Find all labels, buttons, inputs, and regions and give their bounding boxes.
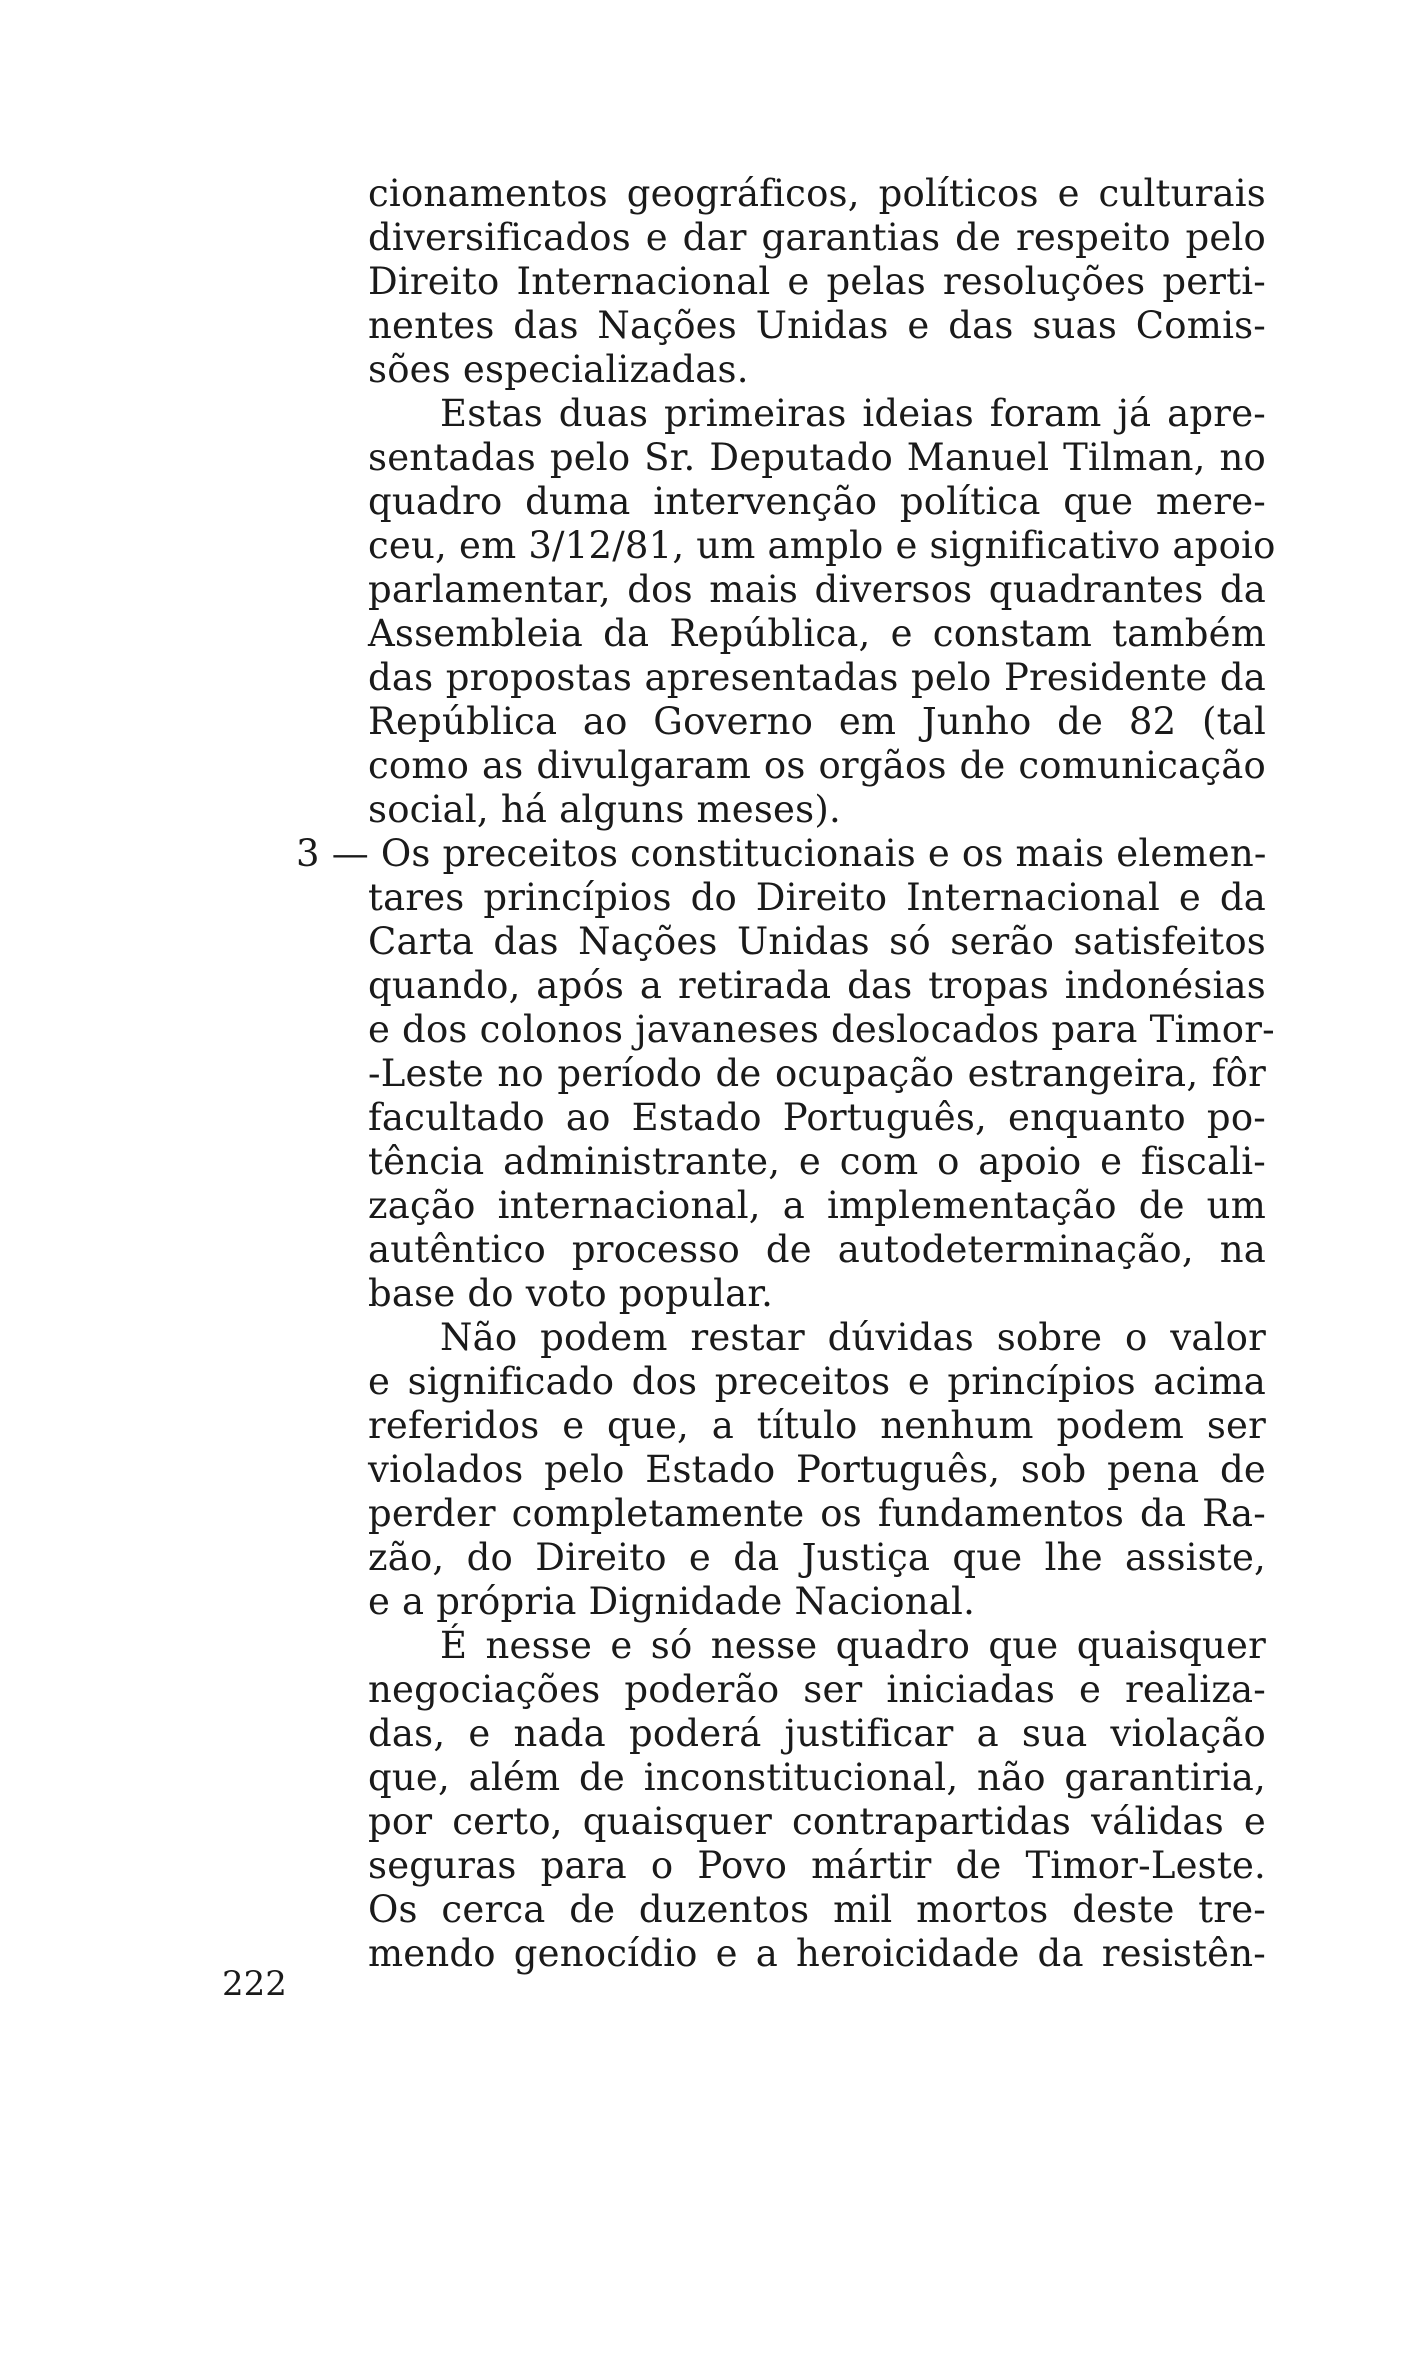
text-line: sentadas pelo Sr. Deputado Manuel Tilman, no: [368, 436, 1266, 479]
text-line: autêntico processo de autodeterminação, na: [368, 1228, 1266, 1271]
text-line: sões especializadas.: [368, 348, 749, 391]
text-line: nentes das Nações Unidas e das suas Comis-: [368, 304, 1266, 347]
text-line: e significado dos preceitos e princípios acima: [368, 1360, 1266, 1403]
text-line: É nesse e só nesse quadro que quaisquer: [440, 1624, 1266, 1667]
text-line: social, há alguns meses).: [368, 788, 841, 831]
text-line: Não podem restar dúvidas sobre o valor: [440, 1316, 1266, 1359]
text-line: quadro duma intervenção política que mere-: [368, 480, 1266, 523]
page-number: 222: [222, 1964, 287, 2004]
text-line: mendo genocídio e a heroicidade da resistên-: [368, 1932, 1266, 1975]
text-line: violados pelo Estado Português, sob pena de: [368, 1448, 1266, 1491]
text-line: República ao Governo em Junho de 82 (tal: [368, 700, 1266, 743]
text-line: diversificados e dar garantias de respeito pelo: [368, 216, 1266, 259]
text-line: das propostas apresentadas pelo Presidente da: [368, 656, 1266, 699]
text-line: -Leste no período de ocupação estrangeira, fôr: [368, 1052, 1266, 1095]
text-line: e dos colonos javaneses deslocados para Timor-: [368, 1008, 1275, 1051]
text-line: e a própria Dignidade Nacional.: [368, 1580, 976, 1623]
text-line: zação internacional, a implementação de um: [368, 1184, 1266, 1227]
text-line: Os cerca de duzentos mil mortos deste tre-: [368, 1888, 1266, 1931]
text-line: cionamentos geográficos, políticos e culturais: [368, 172, 1266, 215]
text-line: quando, após a retirada das tropas indonésias: [368, 964, 1266, 1007]
text-line: base do voto popular.: [368, 1272, 774, 1315]
text-line: parlamentar, dos mais diversos quadrantes da: [368, 568, 1266, 611]
text-line: referidos e que, a título nenhum podem ser: [368, 1404, 1266, 1447]
text-line: 3 — Os preceitos constitucionais e os mais elemen-: [296, 832, 1267, 875]
text-line: facultado ao Estado Português, enquanto po-: [368, 1096, 1266, 1139]
text-line: seguras para o Povo mártir de Timor-Leste.: [368, 1844, 1266, 1887]
text-line: Estas duas primeiras ideias foram já apre-: [440, 392, 1266, 435]
text-line: negociações poderão ser iniciadas e realiza-: [368, 1668, 1266, 1711]
text-line: zão, do Direito e da Justiça que lhe assiste,: [368, 1536, 1266, 1579]
text-line: que, além de inconstitucional, não garantiria,: [368, 1756, 1266, 1799]
text-line: perder completamente os fundamentos da Ra-: [368, 1492, 1266, 1535]
text-line: Assembleia da República, e constam também: [368, 612, 1266, 655]
text-line: das, e nada poderá justificar a sua violação: [368, 1712, 1266, 1755]
text-line: tares princípios do Direito Internacional e da: [368, 876, 1266, 919]
text-line: Direito Internacional e pelas resoluções perti-: [368, 260, 1266, 303]
text-line: como as divulgaram os orgãos de comunicação: [368, 744, 1266, 787]
text-line: tência administrante, e com o apoio e fiscali-: [368, 1140, 1266, 1183]
text-line: Carta das Nações Unidas só serão satisfeitos: [368, 920, 1266, 963]
text-line: ceu, em 3/12/81, um amplo e significativo apoio: [368, 524, 1276, 567]
text-line: por certo, quaisquer contrapartidas válidas e: [368, 1800, 1266, 1843]
